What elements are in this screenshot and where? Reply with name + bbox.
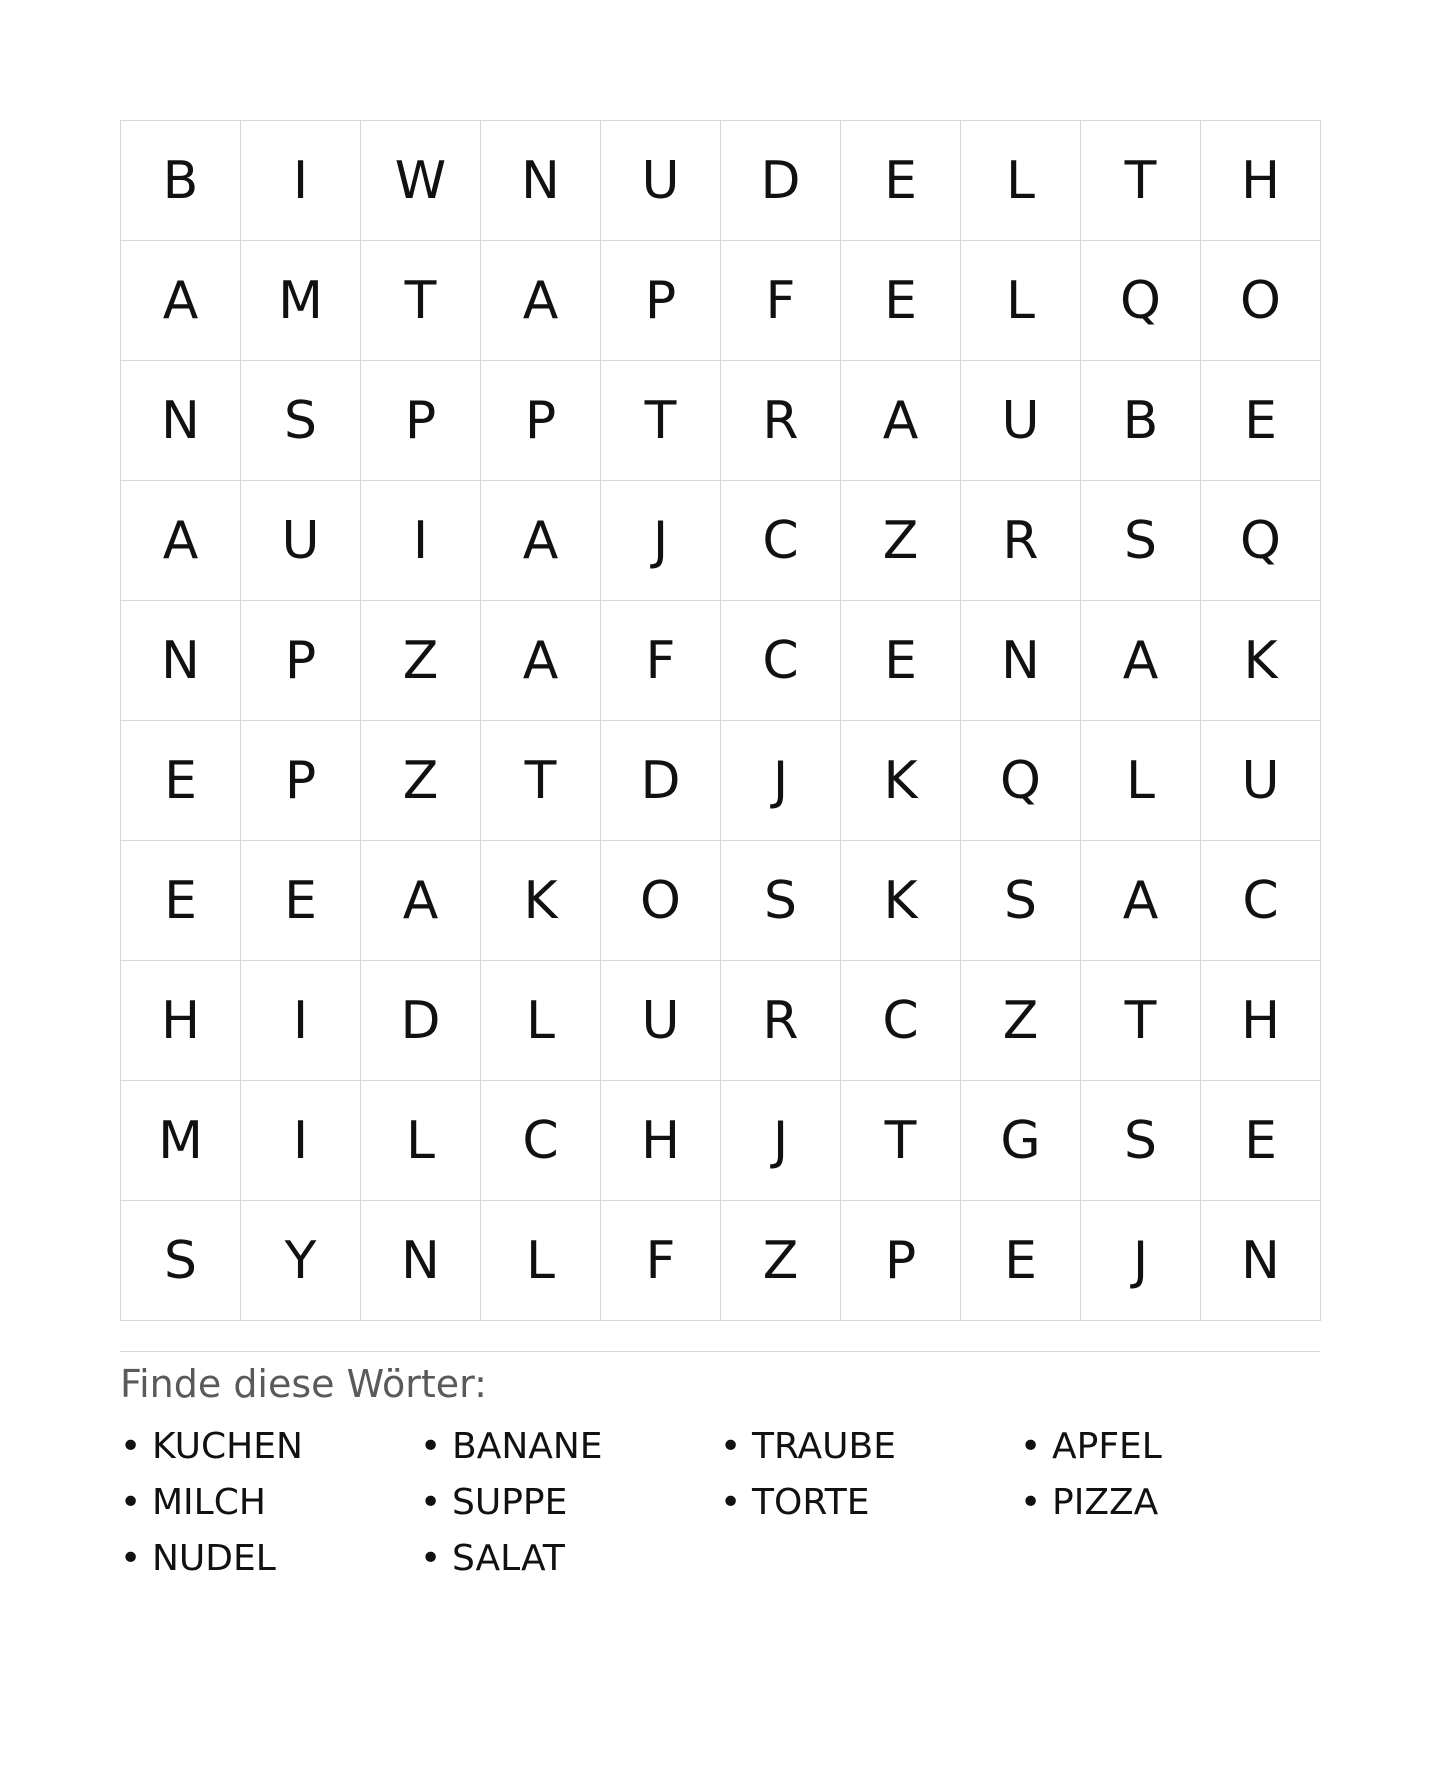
grid-cell[interactable]: U — [1201, 721, 1321, 841]
word-label: TORTE — [752, 1482, 870, 1523]
bullet-icon: • — [120, 1482, 142, 1523]
word-label: KUCHEN — [152, 1426, 303, 1467]
grid-cell[interactable]: L — [481, 961, 601, 1081]
grid-cell[interactable]: N — [481, 121, 601, 241]
grid-cell[interactable]: U — [601, 961, 721, 1081]
grid-cell[interactable]: D — [361, 961, 481, 1081]
grid-cell[interactable]: C — [1201, 841, 1321, 961]
bullet-icon: • — [120, 1426, 142, 1467]
grid-cell[interactable]: Z — [841, 481, 961, 601]
grid-cell[interactable]: S — [241, 361, 361, 481]
grid-cell[interactable]: Z — [961, 961, 1081, 1081]
grid-cell[interactable]: E — [841, 241, 961, 361]
grid-cell[interactable]: T — [1081, 121, 1201, 241]
grid-cell[interactable]: R — [961, 481, 1081, 601]
grid-cell[interactable]: N — [361, 1201, 481, 1321]
grid-cell[interactable]: O — [1201, 241, 1321, 361]
word-label: TRAUBE — [752, 1426, 896, 1467]
grid-cell[interactable]: S — [721, 841, 841, 961]
grid-cell[interactable]: Z — [361, 601, 481, 721]
bullet-icon: • — [720, 1482, 742, 1523]
grid-cell[interactable]: K — [841, 721, 961, 841]
grid-cell[interactable]: Z — [361, 721, 481, 841]
word-label: SALAT — [452, 1538, 565, 1579]
grid-cell[interactable]: K — [481, 841, 601, 961]
grid-cell[interactable]: R — [721, 961, 841, 1081]
grid-cell[interactable]: L — [961, 241, 1081, 361]
grid-cell[interactable]: Q — [1081, 241, 1201, 361]
grid-cell[interactable]: L — [481, 1201, 601, 1321]
grid-cell[interactable]: H — [1201, 121, 1321, 241]
word-label: PIZZA — [1052, 1482, 1159, 1523]
grid-cell[interactable]: F — [721, 241, 841, 361]
grid-cell[interactable]: B — [1081, 361, 1201, 481]
grid-cell[interactable]: J — [1081, 1201, 1201, 1321]
grid-cell[interactable]: J — [721, 1081, 841, 1201]
grid-cell[interactable]: K — [841, 841, 961, 961]
bullet-icon: • — [1020, 1482, 1042, 1523]
grid-cell[interactable]: E — [961, 1201, 1081, 1321]
grid-cell[interactable]: N — [121, 601, 241, 721]
grid-cell[interactable]: O — [601, 841, 721, 961]
word-list-item — [120, 1480, 420, 1526]
word-list-item — [420, 1480, 720, 1526]
grid-cell[interactable]: E — [1201, 1081, 1321, 1201]
grid-cell[interactable]: Z — [721, 1201, 841, 1321]
grid-cell[interactable]: I — [241, 961, 361, 1081]
word-label: MILCH — [152, 1482, 266, 1523]
grid-cell[interactable]: P — [841, 1201, 961, 1321]
grid-cell[interactable]: U — [961, 361, 1081, 481]
grid-cell[interactable]: C — [721, 601, 841, 721]
grid-cell[interactable]: D — [721, 121, 841, 241]
word-label: NUDEL — [152, 1538, 276, 1579]
grid-cell[interactable]: H — [121, 961, 241, 1081]
word-list — [120, 1424, 1320, 1582]
grid-cell[interactable]: K — [1201, 601, 1321, 721]
grid-cell[interactable]: U — [241, 481, 361, 601]
word-list-item — [120, 1424, 420, 1470]
grid-cell[interactable]: S — [121, 1201, 241, 1321]
grid-cell[interactable]: E — [841, 121, 961, 241]
word-label: SUPPE — [452, 1482, 568, 1523]
grid-cell[interactable]: Y — [241, 1201, 361, 1321]
grid-cell[interactable]: N — [121, 361, 241, 481]
word-label: APFEL — [1052, 1426, 1162, 1467]
word-list-item — [120, 1536, 420, 1582]
grid-cell[interactable]: E — [1201, 361, 1321, 481]
grid-cell[interactable]: N — [961, 601, 1081, 721]
word-list-item — [720, 1480, 1020, 1526]
grid-cell[interactable]: N — [1201, 1201, 1321, 1321]
grid-cell[interactable]: E — [121, 841, 241, 961]
grid-cell[interactable]: F — [601, 1201, 721, 1321]
grid-cell[interactable]: T — [361, 241, 481, 361]
grid-cell[interactable]: B — [121, 121, 241, 241]
word-list-item — [1020, 1424, 1320, 1470]
grid-cell[interactable]: M — [121, 1081, 241, 1201]
grid-cell[interactable]: A — [481, 241, 601, 361]
grid-cell[interactable]: H — [601, 1081, 721, 1201]
grid-cell[interactable]: A — [121, 241, 241, 361]
grid-cell[interactable]: I — [241, 1081, 361, 1201]
grid-cell[interactable]: T — [601, 361, 721, 481]
bullet-icon: • — [420, 1426, 442, 1467]
grid-cell[interactable]: A — [121, 481, 241, 601]
grid-cell[interactable]: A — [361, 841, 481, 961]
grid-cell[interactable]: G — [961, 1081, 1081, 1201]
grid-cell[interactable]: P — [241, 601, 361, 721]
grid-cell[interactable]: L — [1081, 721, 1201, 841]
grid-cell[interactable]: C — [721, 481, 841, 601]
grid-cell[interactable]: C — [841, 961, 961, 1081]
grid-cell[interactable]: W — [361, 121, 481, 241]
word-search-puzzle — [120, 120, 1320, 1582]
grid-cell[interactable]: L — [361, 1081, 481, 1201]
grid-cell[interactable]: A — [481, 601, 601, 721]
word-label: BANANE — [452, 1426, 603, 1467]
grid-cell[interactable]: L — [961, 121, 1081, 241]
bullet-icon: • — [420, 1538, 442, 1579]
grid-cell[interactable]: E — [121, 721, 241, 841]
grid-cell[interactable]: S — [961, 841, 1081, 961]
bullet-icon: • — [1020, 1426, 1042, 1467]
grid-cell[interactable]: P — [241, 721, 361, 841]
grid-cell[interactable]: H — [1201, 961, 1321, 1081]
grid-cell[interactable]: J — [601, 481, 721, 601]
grid-cell[interactable]: P — [481, 361, 601, 481]
word-list-item — [720, 1424, 1020, 1470]
bullet-icon: • — [420, 1482, 442, 1523]
grid-cell[interactable]: A — [481, 481, 601, 601]
grid-cell[interactable]: F — [601, 601, 721, 721]
grid-cell[interactable]: A — [1081, 601, 1201, 721]
grid-cell[interactable]: A — [841, 361, 961, 481]
grid-cell[interactable]: E — [841, 601, 961, 721]
bullet-icon: • — [720, 1426, 742, 1467]
grid-cell[interactable]: E — [241, 841, 361, 961]
grid-cell[interactable]: J — [721, 721, 841, 841]
letter-grid — [120, 120, 1321, 1321]
grid-cell[interactable]: Q — [1201, 481, 1321, 601]
word-list-item — [1020, 1480, 1320, 1526]
grid-cell[interactable]: U — [601, 121, 721, 241]
grid-cell[interactable]: S — [1081, 1081, 1201, 1201]
grid-cell[interactable]: C — [481, 1081, 601, 1201]
grid-cell[interactable]: T — [1081, 961, 1201, 1081]
grid-cell[interactable]: Q — [961, 721, 1081, 841]
word-list-title: Finde diese Wörter: — [120, 1362, 487, 1406]
bullet-icon: • — [120, 1538, 142, 1579]
word-list-item — [420, 1424, 720, 1470]
grid-cell[interactable]: P — [601, 241, 721, 361]
grid-cell[interactable]: S — [1081, 481, 1201, 601]
grid-cell[interactable]: R — [721, 361, 841, 481]
grid-cell[interactable]: I — [361, 481, 481, 601]
grid-cell[interactable]: A — [1081, 841, 1201, 961]
grid-cell[interactable]: T — [481, 721, 601, 841]
grid-cell[interactable]: M — [241, 241, 361, 361]
word-list-item — [420, 1536, 720, 1582]
grid-cell[interactable]: T — [841, 1081, 961, 1201]
grid-cell[interactable]: P — [361, 361, 481, 481]
divider — [120, 1351, 1320, 1352]
grid-cell[interactable]: D — [601, 721, 721, 841]
grid-cell[interactable]: I — [241, 121, 361, 241]
